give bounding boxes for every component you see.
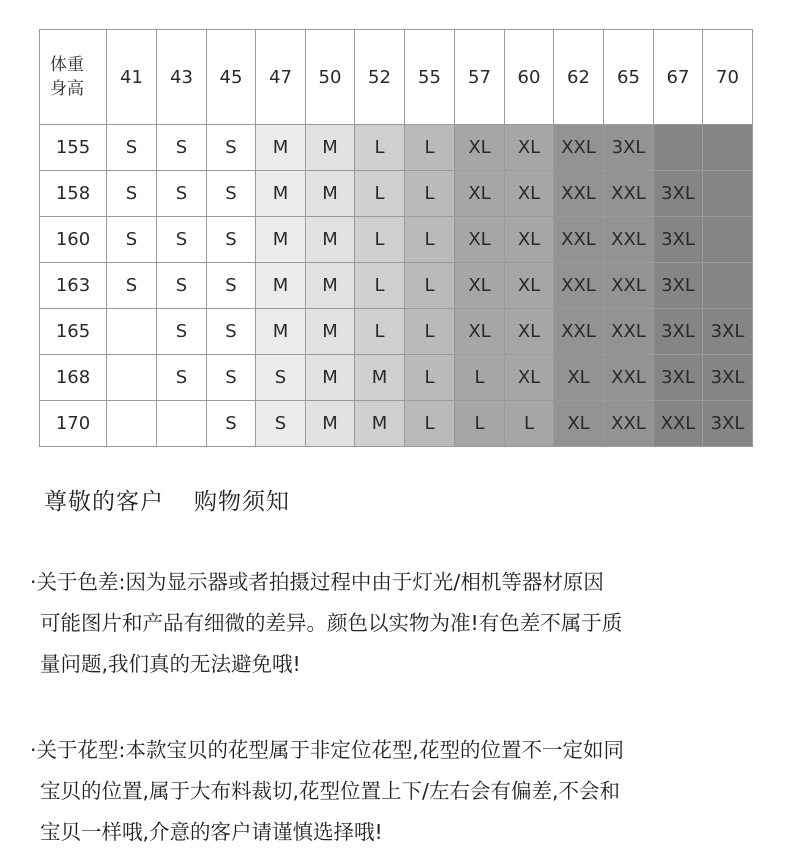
size-cell: S bbox=[207, 355, 256, 401]
size-cell bbox=[157, 401, 207, 447]
size-row bbox=[40, 217, 753, 263]
weight-header: 60 bbox=[505, 30, 554, 125]
height-cell: 160 bbox=[40, 217, 107, 263]
size-cell: XXL bbox=[604, 355, 654, 401]
size-cell: S bbox=[207, 263, 256, 309]
height-cell: 165 bbox=[40, 309, 107, 355]
size-cell: M bbox=[256, 171, 306, 217]
size-cell: S bbox=[107, 171, 157, 217]
size-cell: XXL bbox=[554, 171, 604, 217]
size-cell: XXL bbox=[604, 263, 654, 309]
size-cell: XL bbox=[505, 125, 554, 171]
size-cell: XL bbox=[554, 355, 604, 401]
note-line: 关于花型:本款宝贝的花型属于非定位花型,花型的位置不一定如同 bbox=[36, 738, 624, 762]
size-row bbox=[40, 125, 753, 171]
header-row bbox=[40, 30, 753, 125]
size-cell: L bbox=[455, 355, 505, 401]
size-cell: S bbox=[107, 263, 157, 309]
size-cell: L bbox=[405, 401, 455, 447]
size-cell: M bbox=[306, 309, 355, 355]
size-cell: XL bbox=[554, 401, 604, 447]
size-cell bbox=[107, 401, 157, 447]
note-line: 宝贝的位置,属于大布料裁切,花型位置上下/左右会有偏差,不会和 bbox=[40, 779, 620, 803]
size-cell: XL bbox=[505, 355, 554, 401]
size-cell: M bbox=[355, 401, 405, 447]
size-cell: M bbox=[306, 217, 355, 263]
size-cell: XXL bbox=[554, 125, 604, 171]
size-chart-table bbox=[39, 29, 753, 447]
size-cell: XXL bbox=[554, 309, 604, 355]
height-cell: 168 bbox=[40, 355, 107, 401]
weight-header: 47 bbox=[256, 30, 306, 125]
size-cell: 3XL bbox=[604, 125, 654, 171]
size-cell: 3XL bbox=[654, 309, 703, 355]
weight-header: 45 bbox=[207, 30, 256, 125]
size-cell: XXL bbox=[604, 217, 654, 263]
size-cell: 3XL bbox=[703, 401, 753, 447]
size-cell: L bbox=[405, 171, 455, 217]
size-cell bbox=[107, 355, 157, 401]
size-cell: L bbox=[505, 401, 554, 447]
size-cell: 3XL bbox=[703, 355, 753, 401]
size-cell: S bbox=[107, 217, 157, 263]
size-cell: S bbox=[207, 171, 256, 217]
weight-header: 67 bbox=[654, 30, 703, 125]
size-cell: S bbox=[157, 263, 207, 309]
notice-title-greeting: 尊敬的客户 bbox=[44, 489, 164, 515]
size-cell: S bbox=[207, 125, 256, 171]
weight-header: 43 bbox=[157, 30, 207, 125]
size-row bbox=[40, 401, 753, 447]
weight-header: 65 bbox=[604, 30, 654, 125]
size-cell: XL bbox=[505, 171, 554, 217]
size-cell: S bbox=[157, 217, 207, 263]
size-cell: S bbox=[107, 125, 157, 171]
weight-header: 57 bbox=[455, 30, 505, 125]
height-cell: 170 bbox=[40, 401, 107, 447]
size-cell: 3XL bbox=[703, 309, 753, 355]
size-cell: M bbox=[306, 355, 355, 401]
size-cell: XL bbox=[455, 309, 505, 355]
size-cell: S bbox=[256, 355, 306, 401]
size-cell bbox=[703, 171, 753, 217]
size-cell: L bbox=[405, 355, 455, 401]
size-cell: S bbox=[157, 171, 207, 217]
height-cell: 163 bbox=[40, 263, 107, 309]
size-row bbox=[40, 171, 753, 217]
size-cell: XXL bbox=[554, 217, 604, 263]
size-cell: XL bbox=[455, 263, 505, 309]
size-row bbox=[40, 263, 753, 309]
size-cell: XL bbox=[455, 217, 505, 263]
size-cell: M bbox=[306, 125, 355, 171]
size-cell: XXL bbox=[604, 171, 654, 217]
size-cell: S bbox=[207, 217, 256, 263]
size-cell: 3XL bbox=[654, 171, 703, 217]
corner-weight-label: 体重 bbox=[50, 55, 84, 75]
size-cell bbox=[107, 309, 157, 355]
size-cell: L bbox=[355, 263, 405, 309]
size-cell: XXL bbox=[654, 401, 703, 447]
size-cell: XXL bbox=[554, 263, 604, 309]
size-cell: M bbox=[306, 263, 355, 309]
note-line: 宝贝一样哦,介意的客户请谨慎选择哦! bbox=[40, 820, 383, 844]
bullet: · bbox=[30, 738, 37, 762]
size-chart-body bbox=[40, 30, 753, 447]
size-cell: S bbox=[207, 309, 256, 355]
weight-header: 41 bbox=[107, 30, 157, 125]
size-cell: M bbox=[306, 401, 355, 447]
size-cell: L bbox=[405, 263, 455, 309]
weight-header: 62 bbox=[554, 30, 604, 125]
weight-header: 70 bbox=[703, 30, 753, 125]
size-cell bbox=[703, 263, 753, 309]
size-cell: 3XL bbox=[654, 217, 703, 263]
size-cell: L bbox=[405, 125, 455, 171]
corner-height-label: 身高 bbox=[50, 79, 84, 99]
size-cell: XL bbox=[455, 125, 505, 171]
size-cell: L bbox=[355, 217, 405, 263]
size-cell: M bbox=[306, 171, 355, 217]
size-row bbox=[40, 309, 753, 355]
note-line: 关于色差:因为显示器或者拍摄过程中由于灯光/相机等器材原因 bbox=[36, 570, 604, 594]
size-cell: L bbox=[405, 309, 455, 355]
height-cell: 155 bbox=[40, 125, 107, 171]
size-cell: 3XL bbox=[654, 355, 703, 401]
size-row bbox=[40, 355, 753, 401]
size-cell: XXL bbox=[604, 401, 654, 447]
notice-title bbox=[44, 483, 290, 516]
size-cell: XL bbox=[505, 263, 554, 309]
size-cell: M bbox=[256, 217, 306, 263]
size-cell: XL bbox=[505, 309, 554, 355]
size-cell: S bbox=[157, 125, 207, 171]
size-cell: M bbox=[256, 263, 306, 309]
size-cell: XL bbox=[505, 217, 554, 263]
size-cell bbox=[703, 217, 753, 263]
weight-header: 52 bbox=[355, 30, 405, 125]
corner-cell bbox=[40, 30, 107, 125]
size-cell: M bbox=[256, 309, 306, 355]
size-cell: L bbox=[355, 309, 405, 355]
weight-header: 50 bbox=[306, 30, 355, 125]
color-difference-note bbox=[30, 562, 785, 685]
size-cell: L bbox=[455, 401, 505, 447]
size-cell: S bbox=[207, 401, 256, 447]
bullet: · bbox=[30, 570, 37, 594]
size-cell: L bbox=[355, 171, 405, 217]
size-cell: L bbox=[355, 125, 405, 171]
size-cell: 3XL bbox=[654, 263, 703, 309]
weight-header: 55 bbox=[405, 30, 455, 125]
size-cell: S bbox=[256, 401, 306, 447]
size-cell: XXL bbox=[604, 309, 654, 355]
size-cell: M bbox=[256, 125, 306, 171]
notice-title-heading: 购物须知 bbox=[194, 489, 290, 515]
height-cell: 158 bbox=[40, 171, 107, 217]
size-cell: M bbox=[355, 355, 405, 401]
size-cell: S bbox=[157, 355, 207, 401]
size-cell: L bbox=[405, 217, 455, 263]
size-cell bbox=[654, 125, 703, 171]
pattern-note bbox=[30, 730, 785, 853]
note-line: 可能图片和产品有细微的差异。颜色以实物为准!有色差不属于质 bbox=[40, 611, 623, 635]
size-cell bbox=[703, 125, 753, 171]
size-cell: XL bbox=[455, 171, 505, 217]
note-line: 量问题,我们真的无法避免哦! bbox=[40, 652, 301, 676]
size-cell: S bbox=[157, 309, 207, 355]
